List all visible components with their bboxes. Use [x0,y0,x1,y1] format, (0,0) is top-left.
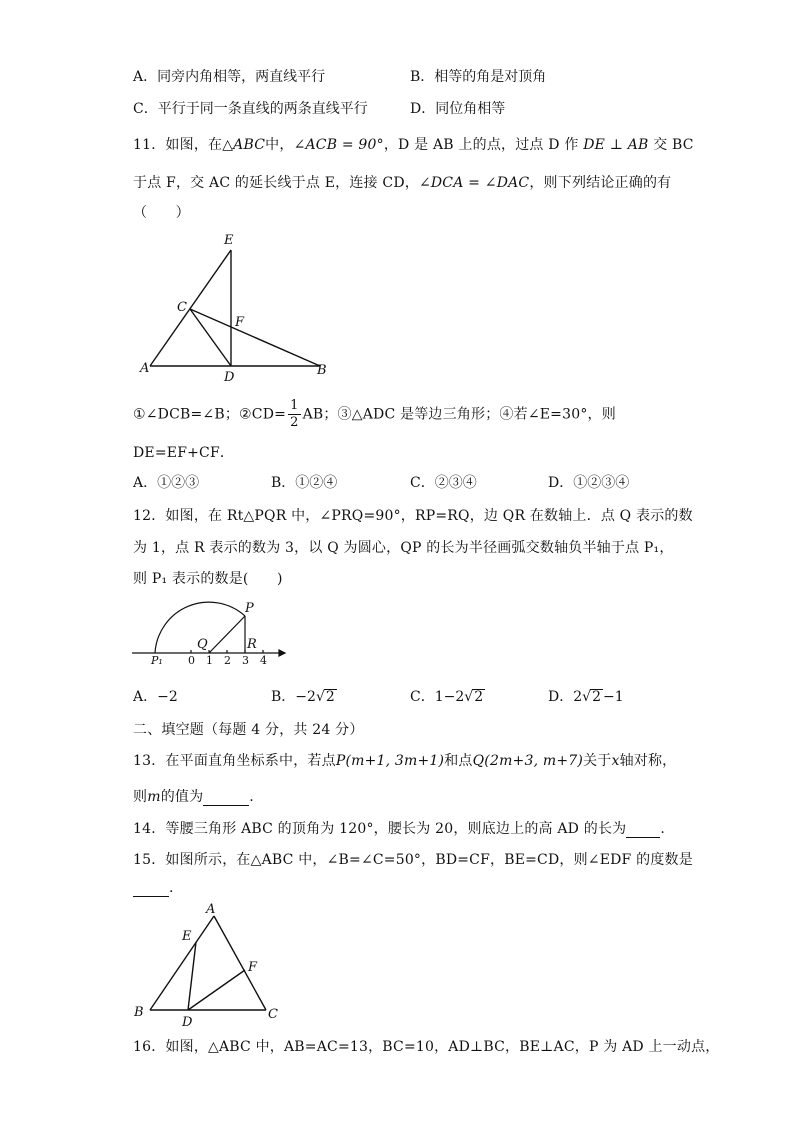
label-f: F [235,315,245,330]
segment-qp [209,616,245,653]
q12-line-2: 为 1，点 R 表示的数为 3，以 Q 为圆心，QP 的长为半径画弧交数轴负半轴于点 P₁， [133,540,674,556]
label-a: A [140,361,150,376]
q10-option-a: A．同旁内角相等，两直线平行 [133,69,326,85]
label-f: F [248,960,258,975]
q11-line-2: 于点 F，交 AC 的延长线于点 E，连接 CD，∠DCA = ∠DAC，则下列结论正确的有 [133,175,672,191]
label-d: D [182,1015,193,1030]
q11-answer-paren: （ ） [133,205,190,221]
label-p1: P₁ [151,654,163,667]
fraction-one-half: $\frac{1}{2}$ [290,398,299,430]
label-b: B [134,1005,144,1020]
q12-option-a: A．−2 [133,689,178,705]
q12-figure [130,596,295,672]
q10-option-b: B．相等的角是对顶角 [410,69,547,85]
axis-arrow [279,650,285,656]
label-b: B [317,363,327,378]
tick-1: 1 [206,654,213,667]
tick-0: 0 [188,654,195,667]
segment-ac [214,916,266,1010]
tick-4: 4 [260,654,267,667]
q13-answer-blank[interactable] [203,789,249,806]
q15-answer: . [133,880,174,897]
q15-line: 15．如图所示，在△ABC 中，∠B=∠C=50°，BD=CF，BE=CD，则∠EDF 的度数是 [133,852,693,868]
q11-statement-4-end: DE=EF+CF． [133,445,235,461]
q11-option-a: A．①②③ [133,475,200,491]
q12-option-c: C．1−2√2 [410,689,484,705]
q13-line-2: 则m的值为 . [133,789,254,805]
q11-option-b: B．①②④ [271,475,338,491]
label-q: Q [197,637,208,652]
q11-option-d: D．①②③④ [548,475,630,491]
label-p: P [245,601,254,616]
label-e: E [224,233,234,248]
tick-2: 2 [224,654,231,667]
segment-cb [190,309,320,366]
section-2-heading: 二、填空题（每题 4 分，共 24 分） [133,722,364,738]
q12-line-1: 12．如图，在 Rt△PQR 中，∠PRQ=90°，RP=RQ，边 QR 在数轴上．点 Q 表示的数 [133,508,693,524]
q10-option-c: C．平行于同一条直线的两条直线平行 [133,101,368,117]
q11-figure [135,228,335,388]
q12-option-d: D．2√2 −1 [548,689,624,705]
q13-line-1: 13．在平面直角坐标系中，若点P(m+1, 3m+1)和点Q(2m+3, m+7)关于x轴对称， [133,753,677,769]
label-a: A [206,902,216,917]
label-c: C [177,300,187,315]
tick-3: 3 [242,654,249,667]
q12-line-3: 则 P₁ 表示的数是( ) [133,571,283,587]
label-c: C [268,1007,278,1022]
label-d: D [224,370,235,385]
segment-df [188,970,245,1010]
q11-statements: ①∠DCB=∠B；②CD= $\frac{1}{2}$ AB；③△ADC 是等边三角形；④若∠E=30°，则 [133,398,616,430]
q16-line: 16．如图，△ABC 中，AB=AC=13，BC=10，AD⊥BC，BE⊥AC，P 为 AD 上一动点， [133,1039,720,1055]
label-e: E [182,929,192,944]
q15-figure [130,900,290,1030]
q11-option-c: C．②③④ [410,475,477,491]
q14-line: 14．等腰三角形 ABC 的顶角为 120°，腰长为 20，则底边上的高 AD 的长为 . [133,821,666,837]
q12-option-b: B．−2√2 [271,689,335,705]
q15-answer-blank[interactable] [133,880,169,897]
q11-line-1: 11．如图，在△ABC中，∠ACB = 90°，D 是 AB 上的点，过点 D 作 DE ⊥ AB 交 BC [133,137,694,153]
q10-option-d: D．同位角相等 [410,101,506,117]
q14-answer-blank[interactable] [626,821,660,838]
label-r: R [247,637,257,652]
